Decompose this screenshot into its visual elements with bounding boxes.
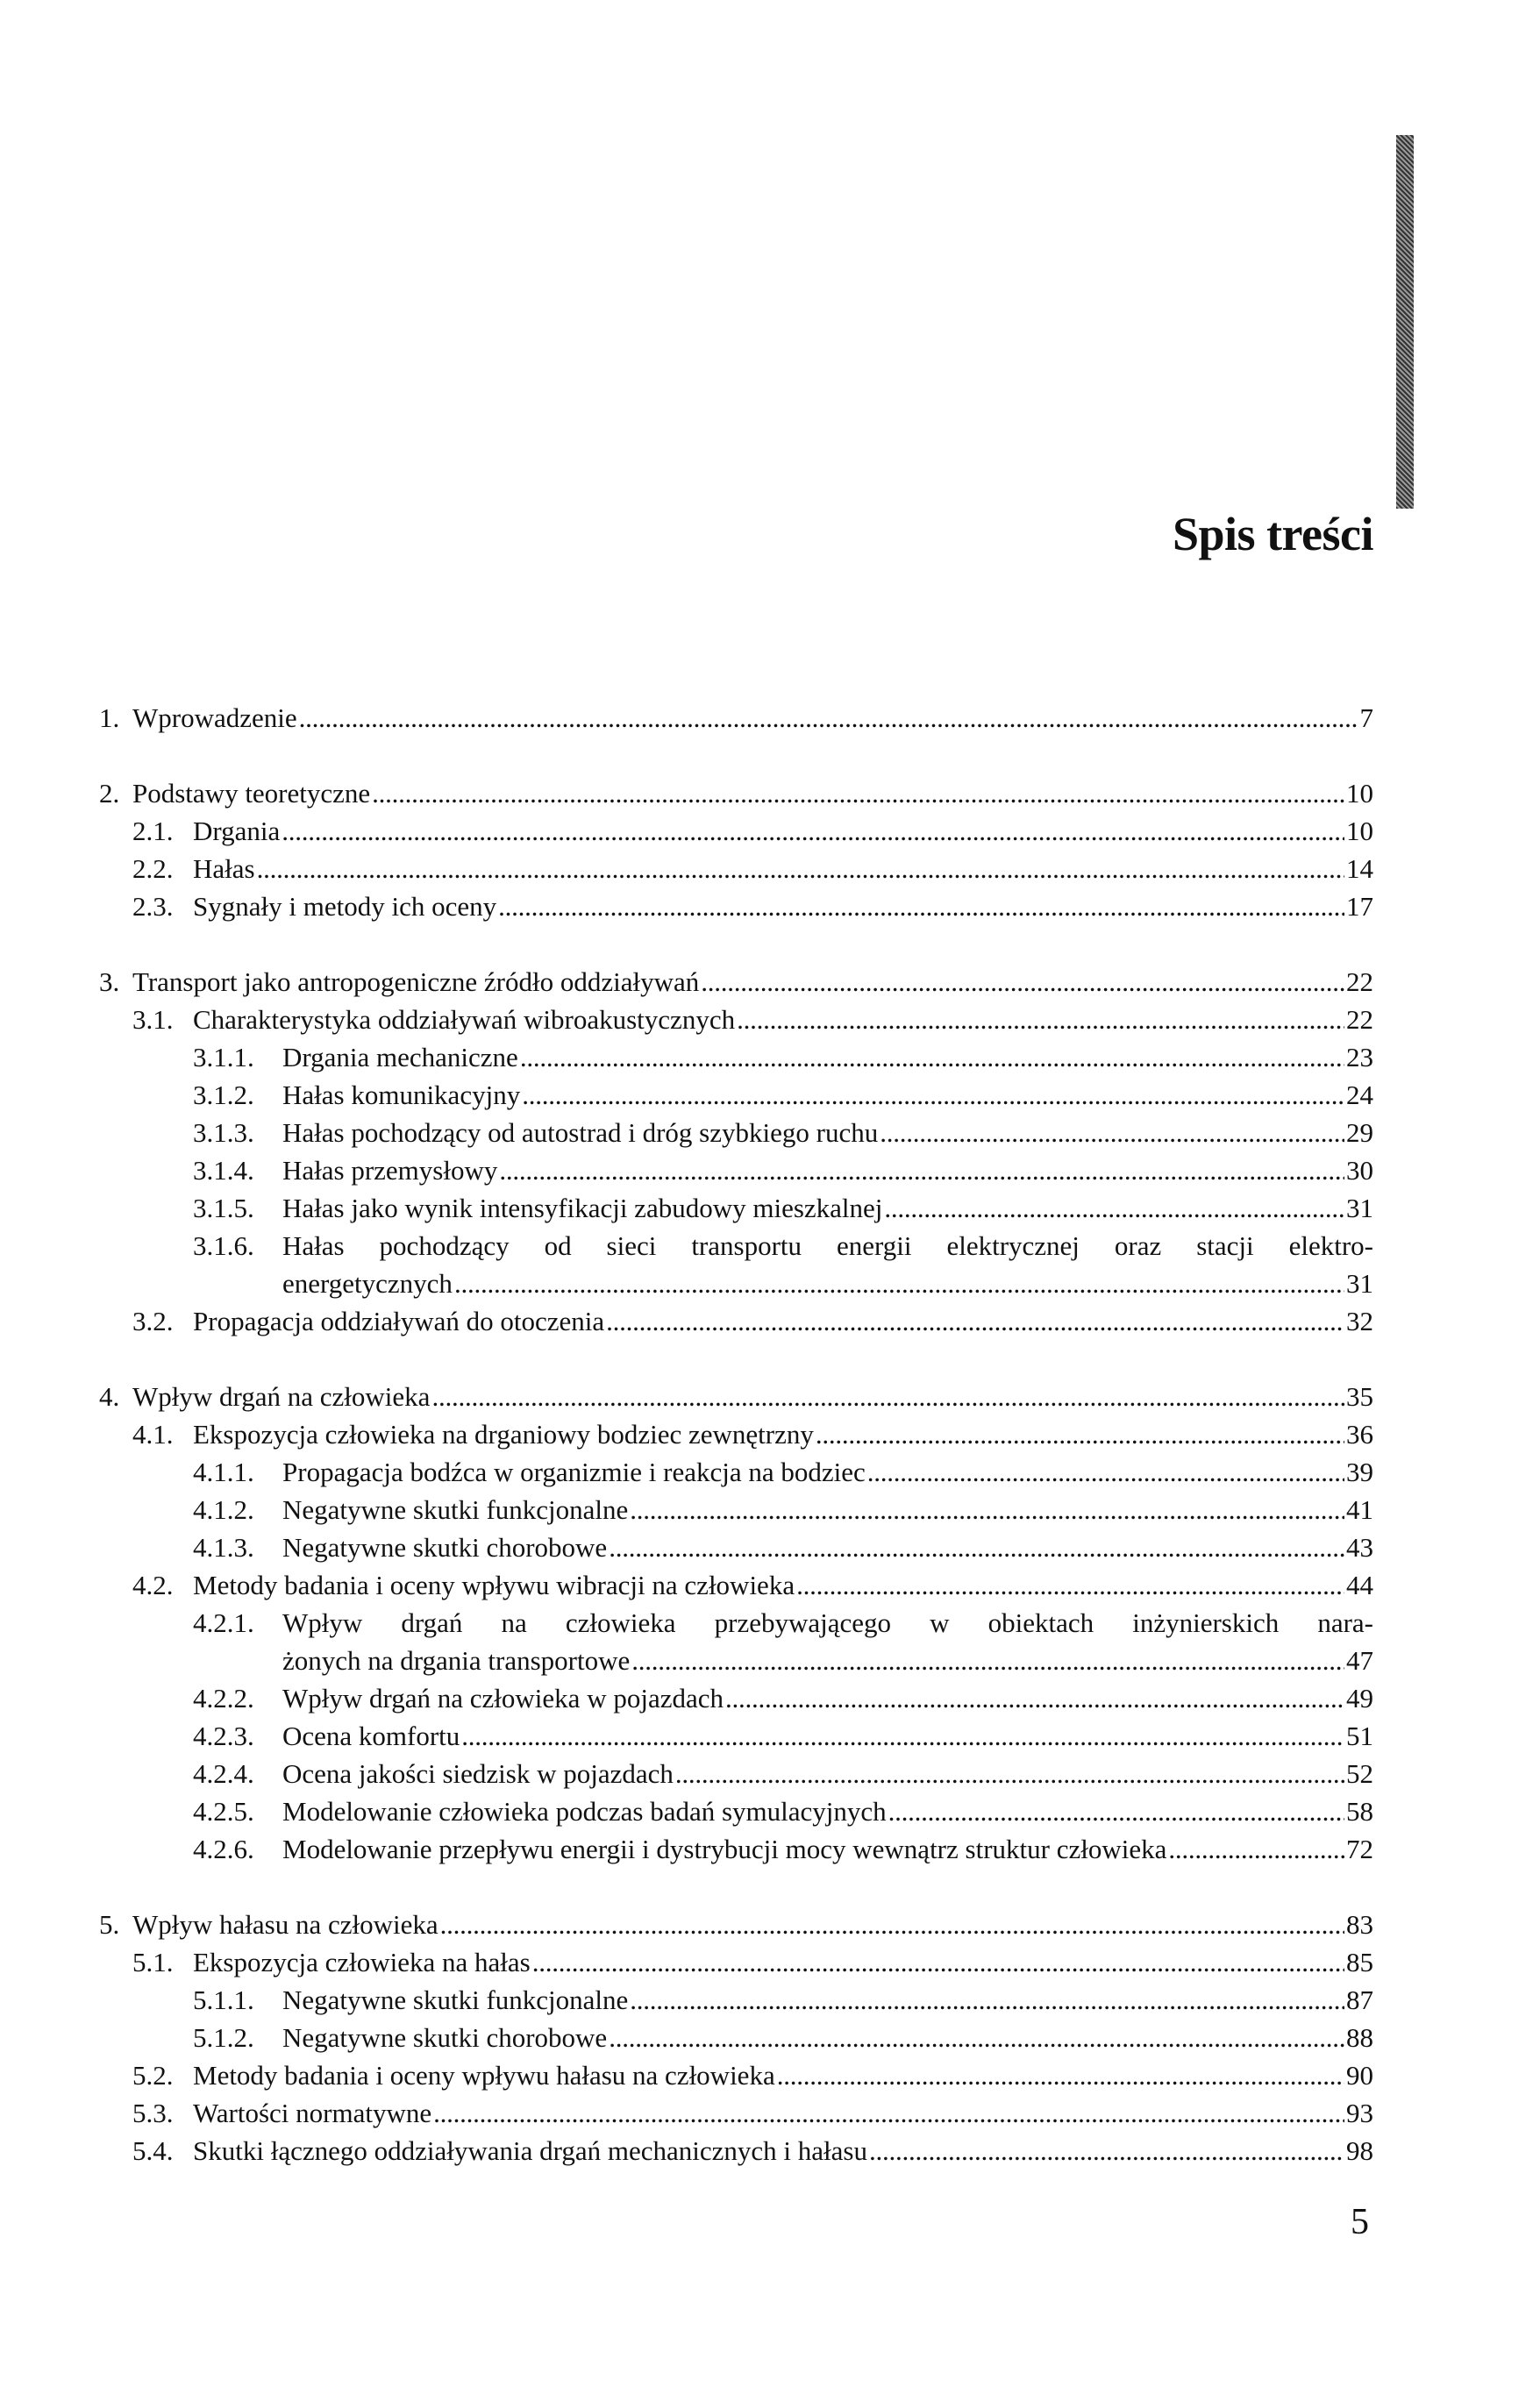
toc-entry[interactable] (99, 850, 1373, 887)
dot-leader (431, 1378, 1344, 1415)
toc-entry[interactable] (99, 1151, 1373, 1189)
dot-leader (433, 2094, 1344, 2132)
entry-number: 4. (99, 1381, 120, 1412)
entry-title: Metody badania i oceny wpływu hałasu na człowieka (193, 2060, 775, 2091)
entry-page: 10 (1346, 778, 1373, 809)
dot-leader (867, 1453, 1344, 1491)
dot-leader (675, 1755, 1344, 1792)
entry-page: 14 (1346, 853, 1373, 884)
entry-title: Hałas pochodzący od autostrad i dróg szybkiego ruchu (282, 1117, 879, 1148)
dot-leader (440, 1906, 1344, 1943)
entry-number: 4.2.1. (193, 1607, 254, 1638)
entry-number: 2.3. (132, 891, 174, 922)
entry-number: 3.1.3. (193, 1117, 254, 1148)
entry-title-continuation: energetycznych (282, 1268, 453, 1299)
entry-number: 4.1.1. (193, 1457, 254, 1487)
entry-title: Negatywne skutki funkcjonalne (282, 1494, 629, 1525)
entry-page: 31 (1346, 1268, 1373, 1299)
dot-leader (372, 774, 1344, 812)
toc-entry[interactable] (99, 1038, 1373, 1076)
entry-number: 5.3. (132, 2098, 174, 2128)
dot-leader (257, 850, 1344, 887)
dot-leader (499, 1151, 1344, 1189)
toc-entry[interactable] (99, 1491, 1373, 1528)
toc-entry[interactable] (99, 699, 1373, 737)
dot-leader (609, 1528, 1344, 1566)
toc-entry[interactable] (99, 774, 1373, 812)
entry-page: 41 (1346, 1494, 1373, 1525)
dot-leader (701, 963, 1344, 1001)
dot-leader (606, 1302, 1344, 1340)
toc-entry[interactable] (99, 2094, 1373, 2132)
toc-entry[interactable] (99, 1906, 1373, 1943)
toc-entry[interactable] (99, 1528, 1373, 1566)
toc-entry[interactable] (99, 1604, 1373, 1642)
entry-page: 30 (1346, 1155, 1373, 1186)
entry-title: Ekspozycja człowieka na hałas (193, 1947, 531, 1977)
table-of-contents (99, 699, 1373, 2207)
entry-number: 5.1.2. (193, 2022, 254, 2053)
entry-title: Hałas jako wynik intensyfikacji zabudowy mieszkalnej (282, 1193, 883, 1223)
entry-page: 49 (1346, 1683, 1373, 1714)
toc-entry[interactable] (99, 2056, 1373, 2094)
entry-title: Hałas przemysłowy (282, 1155, 498, 1186)
entry-title: Drgania mechaniczne (282, 1042, 518, 1072)
dot-leader (299, 699, 1358, 737)
toc-entry[interactable] (99, 1415, 1373, 1453)
entry-number: 3.1. (132, 1004, 174, 1035)
entry-page: 72 (1346, 1834, 1373, 1864)
entry-title: Ocena komfortu (282, 1721, 460, 1751)
dot-leader (880, 1114, 1344, 1151)
entry-page: 88 (1346, 2022, 1373, 2053)
toc-section (99, 699, 1373, 737)
dot-leader (816, 1415, 1344, 1453)
entry-number: 4.1.2. (193, 1494, 254, 1525)
entry-page: 47 (1346, 1645, 1373, 1676)
dot-leader (520, 1038, 1344, 1076)
entry-title: Wpływ drgań na człowieka w pojazdach (282, 1683, 724, 1714)
entry-page: 58 (1346, 1796, 1373, 1827)
dot-leader (888, 1792, 1344, 1830)
entry-title: Charakterystyka oddziaływań wibroakustycznych (193, 1004, 736, 1035)
dot-leader (796, 1566, 1344, 1604)
entry-number: 3.1.5. (193, 1193, 254, 1223)
entry-title: Negatywne skutki chorobowe (282, 2022, 608, 2053)
page-number: 5 (1351, 2202, 1369, 2242)
dot-leader (777, 2056, 1344, 2094)
decorative-chapter-bar (1396, 135, 1414, 509)
dot-leader (869, 2132, 1344, 2170)
entry-number: 4.1.3. (193, 1532, 254, 1563)
entry-number: 4.2.6. (193, 1834, 254, 1864)
dot-leader (1168, 1830, 1344, 1868)
entry-number: 5.1.1. (193, 1984, 254, 2015)
entry-number: 1. (99, 702, 120, 733)
entry-page: 44 (1346, 1570, 1373, 1600)
entry-title: Ocena jakości siedzisk w pojazdach (282, 1758, 674, 1789)
entry-page: 98 (1346, 2135, 1373, 2166)
dot-leader (498, 887, 1344, 925)
toc-entry[interactable] (99, 1378, 1373, 1415)
entry-number: 2.2. (132, 853, 174, 884)
entry-number: 4.2. (132, 1570, 174, 1600)
entry-number: 3.1.6. (193, 1230, 254, 1261)
entry-number: 3.1.4. (193, 1155, 254, 1186)
entry-page: 22 (1346, 966, 1373, 997)
dot-leader (884, 1189, 1344, 1227)
entry-page: 29 (1346, 1117, 1373, 1148)
dot-leader (532, 1943, 1344, 1981)
dot-leader (630, 1491, 1344, 1528)
entry-page: 24 (1346, 1079, 1373, 1110)
entry-title: Ekspozycja człowieka na drganiowy bodziec zewnętrzny (193, 1419, 814, 1450)
entry-title: Podstawy teoretyczne (132, 778, 371, 809)
toc-entry[interactable] (99, 1792, 1373, 1830)
entry-title: Wpływ drgań na człowieka (132, 1381, 431, 1412)
entry-title: Wprowadzenie (132, 702, 297, 733)
dot-leader (725, 1679, 1344, 1717)
entry-title: Hałas (193, 853, 255, 884)
entry-page: 7 (1359, 702, 1373, 733)
entry-title: Modelowanie przepływu energii i dystrybucji mocy wewnątrz struktur człowieka (282, 1834, 1167, 1864)
toc-entry[interactable] (99, 1114, 1373, 1151)
entry-number: 4.2.4. (193, 1758, 254, 1789)
toc-section (99, 1906, 1373, 2170)
entry-title: Propagacja oddziaływań do otoczenia (193, 1306, 605, 1336)
dot-leader (522, 1076, 1344, 1114)
dot-leader (609, 2019, 1344, 2056)
toc-entry[interactable] (99, 887, 1373, 925)
toc-entry[interactable] (99, 2019, 1373, 2056)
dot-leader (454, 1265, 1344, 1302)
entry-page: 90 (1346, 2060, 1373, 2091)
entry-title: Metody badania i oceny wpływu wibracji na człowieka (193, 1570, 795, 1600)
entry-number: 4.2.2. (193, 1683, 254, 1714)
entry-number: 5. (99, 1909, 120, 1940)
toc-entry[interactable] (99, 1943, 1373, 1981)
toc-section (99, 774, 1373, 925)
entry-title: Wpływ hałasu na człowieka (132, 1909, 438, 1940)
entry-title: Drgania (193, 816, 281, 846)
entry-number: 4.2.5. (193, 1796, 254, 1827)
entry-number: 5.4. (132, 2135, 174, 2166)
entry-page: 22 (1346, 1004, 1373, 1035)
entry-page: 43 (1346, 1532, 1373, 1563)
entry-title: Skutki łącznego oddziaływania drgań mechanicznych i hałasu (193, 2135, 867, 2166)
entry-number: 3.1.2. (193, 1079, 254, 1110)
entry-number: 3. (99, 966, 120, 997)
toc-section (99, 963, 1373, 1340)
toc-entry[interactable] (99, 1302, 1373, 1340)
toc-entry[interactable] (99, 1453, 1373, 1491)
entry-title: Sygnały i metody ich oceny (193, 891, 497, 922)
entry-title: Wpływ drgań na człowieka przebywającego w obiektach inżynierskich nara- (282, 1607, 1373, 1638)
entry-page: 93 (1346, 2098, 1373, 2128)
entry-number: 4.2.3. (193, 1721, 254, 1751)
toc-entry[interactable] (99, 963, 1373, 1001)
dot-leader (630, 1981, 1344, 2019)
entry-number: 2.1. (132, 816, 174, 846)
entry-number: 4.1. (132, 1419, 174, 1450)
toc-entry[interactable] (99, 1189, 1373, 1227)
toc-entry[interactable] (99, 1679, 1373, 1717)
entry-page: 31 (1346, 1193, 1373, 1223)
entry-page: 83 (1346, 1909, 1373, 1940)
dot-leader (461, 1717, 1344, 1755)
toc-entry[interactable] (99, 1717, 1373, 1755)
entry-title: Transport jako antropogeniczne źródło oddziaływań (132, 966, 700, 997)
dot-leader (631, 1642, 1344, 1679)
entry-title: Hałas pochodzący od sieci transportu energii elektrycznej oraz stacji elektro- (282, 1230, 1373, 1261)
entry-number: 5.1. (132, 1947, 174, 1977)
entry-page: 35 (1346, 1381, 1373, 1412)
entry-number: 5.2. (132, 2060, 174, 2091)
toc-entry[interactable] (99, 1566, 1373, 1604)
toc-entry[interactable] (99, 1755, 1373, 1792)
entry-page: 87 (1346, 1984, 1373, 2015)
toc-entry[interactable] (99, 1830, 1373, 1868)
entry-title: Negatywne skutki funkcjonalne (282, 1984, 629, 2015)
entry-page: 85 (1346, 1947, 1373, 1977)
toc-entry[interactable] (99, 1227, 1373, 1265)
entry-page: 10 (1346, 816, 1373, 846)
entry-page: 17 (1346, 891, 1373, 922)
entry-page: 32 (1346, 1306, 1373, 1336)
entry-number: 2. (99, 778, 120, 809)
toc-entry[interactable] (99, 1076, 1373, 1114)
toc-entry[interactable] (99, 1001, 1373, 1038)
entry-number: 3.2. (132, 1306, 174, 1336)
dot-leader (737, 1001, 1344, 1038)
entry-page: 36 (1346, 1419, 1373, 1450)
toc-entry-continuation (99, 1642, 1373, 1679)
toc-entry[interactable] (99, 1981, 1373, 2019)
entry-title: Modelowanie człowieka podczas badań symulacyjnych (282, 1796, 887, 1827)
entry-title: Propagacja bodźca w organizmie i reakcja na bodziec (282, 1457, 866, 1487)
entry-title-continuation: żonych na drgania transportowe (282, 1645, 631, 1676)
page-title: Spis treści (1172, 508, 1373, 560)
dot-leader (282, 812, 1344, 850)
toc-entry[interactable] (99, 812, 1373, 850)
entry-page: 52 (1346, 1758, 1373, 1789)
entry-page: 39 (1346, 1457, 1373, 1487)
entry-page: 23 (1346, 1042, 1373, 1072)
entry-title: Hałas komunikacyjny (282, 1079, 521, 1110)
toc-section (99, 1378, 1373, 1868)
entry-number: 3.1.1. (193, 1042, 254, 1072)
toc-entry-continuation (99, 1265, 1373, 1302)
entry-title: Wartości normatywne (193, 2098, 432, 2128)
entry-title: Negatywne skutki chorobowe (282, 1532, 608, 1563)
entry-page: 51 (1346, 1721, 1373, 1751)
toc-entry[interactable] (99, 2132, 1373, 2170)
